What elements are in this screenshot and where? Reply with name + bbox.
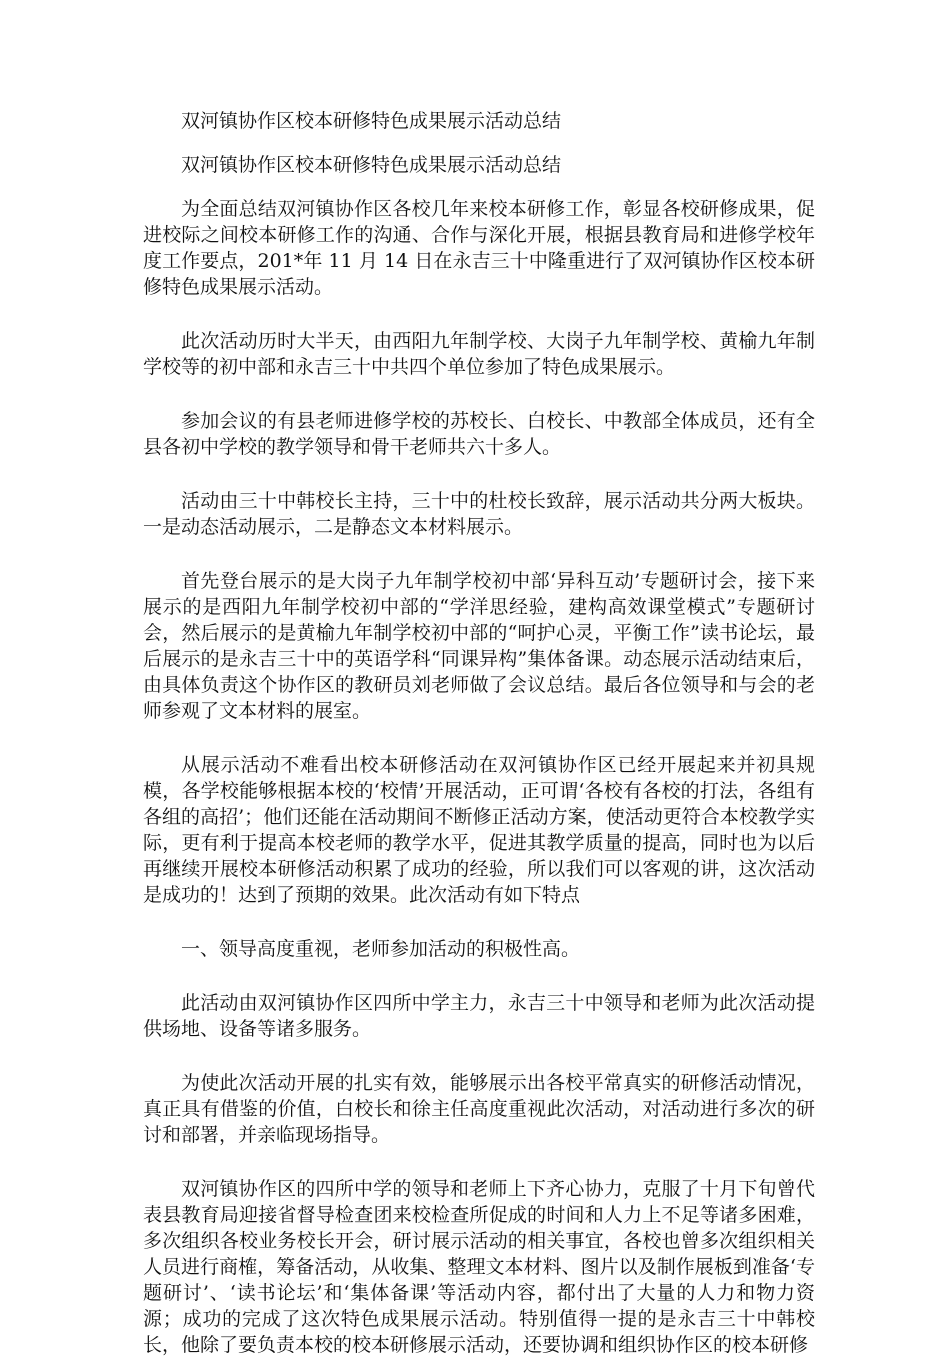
paragraph-3: 参加会议的有县老师进修学校的苏校长、白校长、中教部全体成员，还有全县各初中学校的教学领导和骨干老师共六十多人。 [143,410,815,458]
document-page [143,108,815,1358]
paragraph-1: 为全面总结双河镇协作区各校几年来校本研修工作，彰显各校研修成果，促进校际之间校本研修工作的沟通、合作与深化开展，根据县教育局和进修学校年度工作要点，201*年 11 月 14 日在永吉三十中隆重进行了双河镇协作区校本研修特色成果展示活动。 [143,198,815,298]
document-subtitle: 双河镇协作区校本研修特色成果展示活动总结 [181,154,562,176]
paragraph-4: 活动由三十中韩校长主持，三十中的杜校长致辞，展示活动共分两大板块。一是动态活动展示，二是静态文本材料展示。 [143,490,815,538]
paragraph-8: 为使此次活动开展的扎实有效，能够展示出各校平常真实的研修活动情况，真正具有借鉴的价值，白校长和徐主任高度重视此次活动，对活动进行多次的研讨和部署，并亲临现场指导。 [143,1072,815,1146]
paragraph-5: 首先登台展示的是大岗子九年制学校初中部‘异科互动’专题研讨会，接下来展示的是西阳九年制学校初中部的“学洋思经验，建构高效课堂模式”专题研讨会，然后展示的是黄榆九年制学校初中部的“呵护心灵，平衡工作”读书论坛，最后展示的是永吉三十中的英语学科“同课异构”集体备课。动态展示活动结束后，由具体负责这个协作区的教研员刘老师做了会议总结。最后各位领导和与会的老师参观了文本材料的展室。 [143,570,815,722]
paragraph-2: 此次活动历时大半天，由西阳九年制学校、大岗子九年制学校、黄榆九年制学校等的初中部和永吉三十中共四个单位参加了特色成果展示。 [143,330,815,378]
section-heading-1: 一、领导高度重视，老师参加活动的积极性高。 [181,938,581,960]
paragraph-6: 从展示活动不难看出校本研修活动在双河镇协作区已经开展起来并初具规模，各学校能够根据本校的‘校情’开展活动，正可谓‘各校有各校的打法，各组有各组的高招’；他们还能在活动期间不断修正活动方案，使活动更符合本校教学实际，更有利于提高本校老师的教学水平，促进其教学质量的提高，同时也为以后再继续开展校本研修活动积累了成功的经验，所以我们可以客观的讲，这次活动是成功的！达到了预期的效果。此次活动有如下特点 [143,754,815,906]
document-title: 双河镇协作区校本研修特色成果展示活动总结 [181,110,562,132]
paragraph-7: 此活动由双河镇协作区四所中学主力，永吉三十中领导和老师为此次活动提供场地、设备等诸多服务。 [143,992,815,1040]
paragraph-9: 双河镇协作区的四所中学的领导和老师上下齐心协力，克服了十月下旬曾代表县教育局迎接省督导检查团来校检查所促成的时间和人力上不足等诸多困难，多次组织各校业务校长开会，研讨展示活动的相关事宜，各校也曾多次组织相关人员进行商榷，筹备活动，从收集、整理文本材料、图片以及制作展板到准备‘专题研讨’、‘读书论坛’和‘集体备课’等活动内容，都付出了大量的人力和物力资源；成功的完成了这次特色成果展示活动。特别值得一提的是永吉三十中韩校长，他除了要负责本校的校本研修展示活动，还要协调和组织协作区的校本研修 [143,1178,815,1356]
